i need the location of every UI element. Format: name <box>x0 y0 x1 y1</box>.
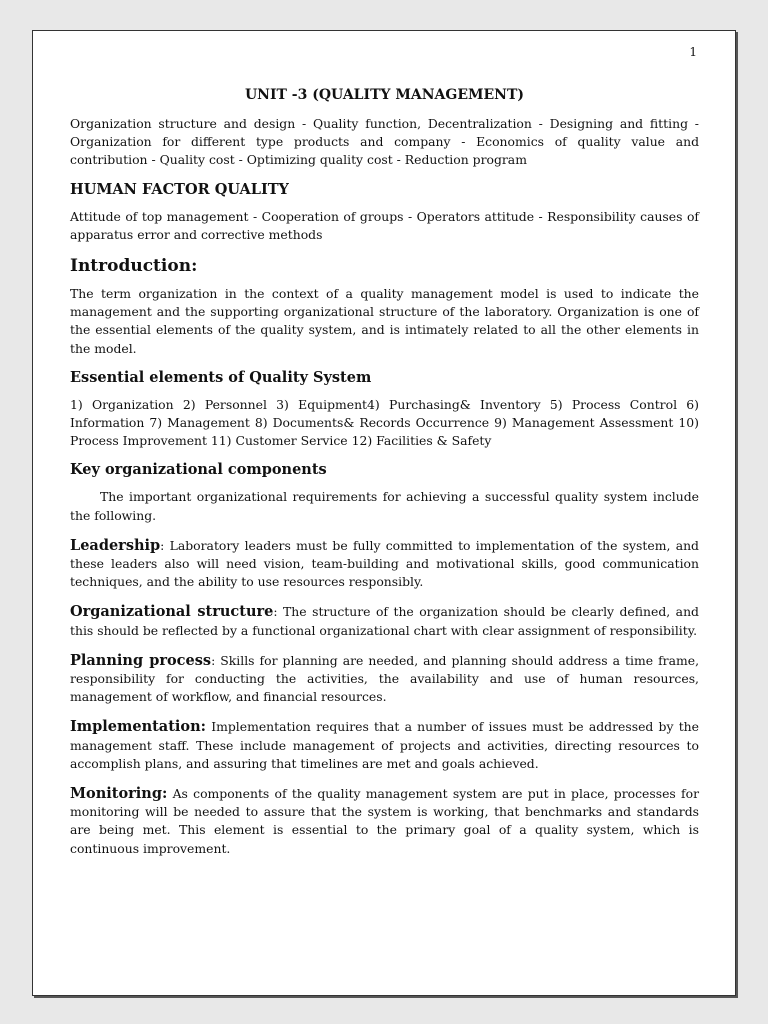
component-text: Implementation requires that a number of issues must be addressed by the management staff. These include management of projects and activities, directing resources to accomplish plans, and assuring that timelines are met and goals achieved. <box>70 719 699 771</box>
component-term: Leadership <box>70 536 161 554</box>
page-number: 1 <box>689 45 697 59</box>
component-implementation <box>70 718 699 773</box>
component-sep: : <box>273 604 284 620</box>
essential-elements-heading: Essential elements of Quality System <box>70 368 372 386</box>
component-leadership <box>70 537 699 592</box>
component-sep: : <box>160 537 170 553</box>
component-text: Skills for planning are needed, and planning should address a time frame, responsibility for conducting the activities, the availability and use of human resources, management of workflow, and financial resources. <box>70 652 700 705</box>
component-term: Organizational structure <box>70 603 274 621</box>
human-factor-text: Attitude of top management - Cooperation of groups - Operators attitude - Responsibility causes of apparatus error and corrective methods <box>70 208 699 242</box>
component-term: Monitoring: <box>70 785 168 803</box>
unit-title: UNIT -3 (QUALITY MANAGEMENT) <box>244 87 525 103</box>
introduction-heading: Introduction: <box>70 256 198 277</box>
component-text: The structure of the organization should be clearly defined, and this should be reflected by a functional organizational chart with clear assignment of responsibility. <box>70 604 699 638</box>
component-term: Implementation: <box>70 718 206 736</box>
component-monitoring <box>70 785 699 858</box>
human-factor-heading: HUMAN FACTOR QUALITY <box>70 180 289 198</box>
component-organizational-structure <box>70 603 699 639</box>
component-text: As components of the quality management system are put in place, processes for monitoring will be needed to assure that the system is working, that benchmarks and standards are being met. This element is essential to the primary goal of a quality system, which is continuous improvement. <box>70 786 699 856</box>
page-content <box>70 87 699 858</box>
component-sep: : <box>211 652 221 668</box>
key-components-heading: Key organizational components <box>70 461 327 479</box>
document-page <box>32 30 736 996</box>
introduction-text: The term organization in the context of a quality management model is used to indicate the management and the supporting organizational structure of the laboratory. Organization is one of the essential elements of the quality system, and is intimately related to all the other elements in the model. <box>70 286 699 356</box>
syllabus-text: Organization structure and design - Quality function, Decentralization - Designing and fitting - Organization for different type products and company - Economics of quality value and contribution - Quality cost - Optimizing quality cost - Reduction program <box>70 116 699 168</box>
component-term: Planning process <box>70 651 212 669</box>
essential-elements-text: 1) Organization 2) Personnel 3) Equipment4) Purchasing& Inventory 5) Process Control 6) Information 7) Management 8) Documents& Records Occurrence 9) Management Assessment 10) Process Improvement 11) Customer Service 12) Facilities & Safety <box>70 396 699 449</box>
component-planning-process <box>70 652 699 707</box>
component-text: Laboratory leaders must be fully committed to implementation of the system, and these leaders also will need vision, team-building and motivational skills, good communication techniques, and the ability to use resources responsibly. <box>70 537 699 590</box>
key-components-text: The important organizational requirements for achieving a successful quality system include the following. <box>70 489 699 523</box>
